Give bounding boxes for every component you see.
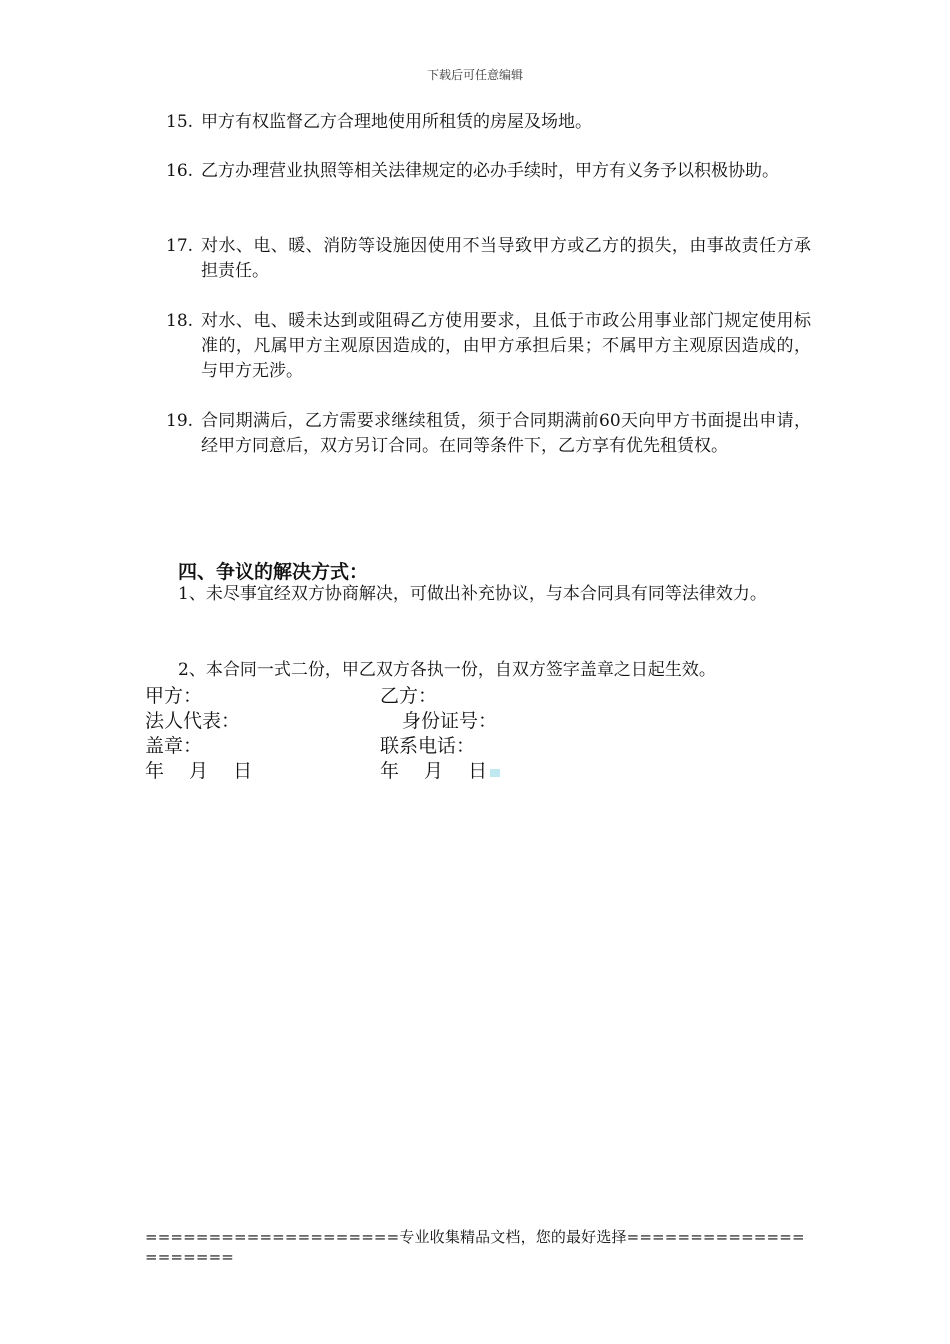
clause-number: 15. (166, 112, 194, 132)
clause-19 (166, 409, 811, 459)
phone-label: 联系电话： (380, 735, 476, 757)
clause-text: 甲方有权监督乙方合理地使用所租赁的房屋及场地。 (201, 112, 592, 132)
clause-16 (166, 159, 811, 184)
clause-text: 乙方办理营业执照等相关法律规定的必办手续时，甲方有义务予以积极协助。 (201, 161, 779, 181)
dispute-paragraph-1: 1、未尽事宜经双方协商解决，可做出补充协议，与本合同具有同等法律效力。 (178, 584, 767, 604)
date-b-label: 年 月 日 (380, 760, 488, 782)
party-b-label: 乙方： (380, 685, 438, 707)
clause-text: 对水、电、暖未达到或阻碍乙方使用要求，且低于市政公用事业部门规定使用标准的，凡属甲方主观原因造成的，由甲方承担后果；不属甲方主观原因造成的，与甲方无涉。 (201, 311, 811, 381)
date-a-label: 年 月 日 (145, 760, 253, 782)
clause-number: 18. (166, 311, 194, 331)
clause-15 (166, 110, 811, 135)
page-footer: ====================专业收集精品文档，您的最好选择===================== (145, 1228, 805, 1266)
section-title: 四、争议的解决方式： (178, 561, 369, 583)
clause-text: 对水、电、暖、消防等设施因使用不当导致甲方或乙方的损失，由事故责任方承担责任。 (201, 236, 811, 281)
clause-number: 19. (166, 411, 194, 431)
seal-label: 盖章： (145, 735, 203, 757)
page-header: 下载后可任意编辑 (426, 68, 523, 82)
clause-text: 合同期满后，乙方需要求继续租赁，须于合同期满前60天向甲方书面提出申请，经甲方同意后，双方另订合同。在同等条件下，乙方享有优先租赁权。 (201, 411, 811, 456)
clause-17 (166, 234, 811, 284)
clause-number: 16. (166, 161, 194, 181)
clause-number: 17. (166, 236, 194, 256)
clause-18 (166, 309, 811, 384)
dispute-paragraph-2: 2、本合同一式二份，甲乙双方各执一份，自双方签字盖章之日起生效。 (178, 660, 716, 680)
id-number-label: 身份证号： (402, 710, 498, 732)
text-cursor-marker (490, 769, 500, 777)
legal-rep-label: 法人代表： (145, 710, 241, 732)
party-a-label: 甲方： (145, 685, 203, 707)
